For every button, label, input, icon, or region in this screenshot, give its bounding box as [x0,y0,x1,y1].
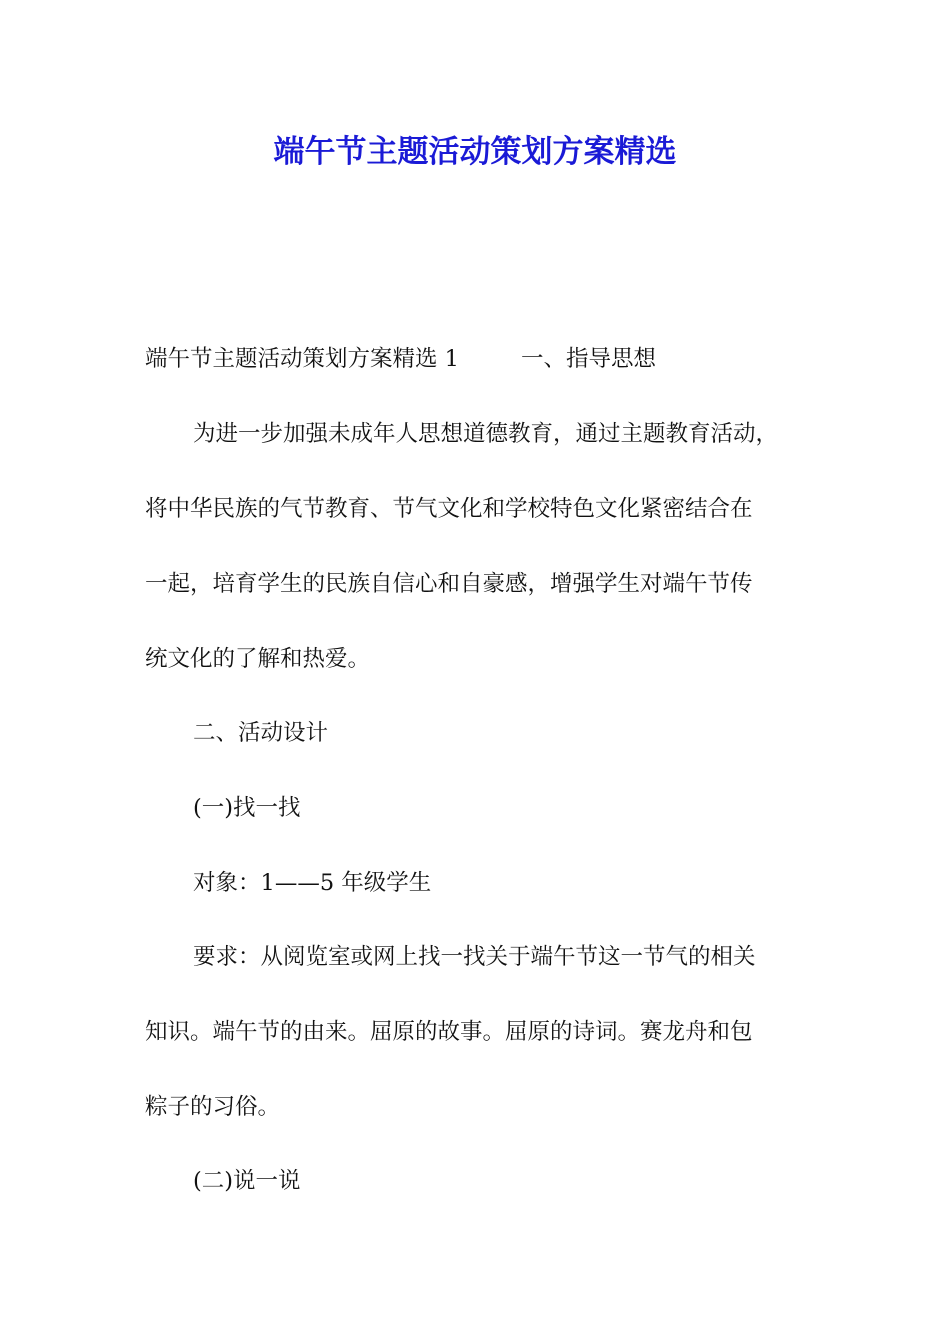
target-line: 对象：1——5 年级学生 [193,870,432,896]
heading-line [145,344,656,374]
section-heading: 二、活动设计 [193,720,329,746]
paragraph-line: 知识。端午节的由来。屈原的故事。屈原的诗词。赛龙舟和包 [145,1019,753,1045]
paragraph-line: 将中华民族的气节教育、节气文化和学校特色文化紧密结合在 [145,496,753,522]
subsection-heading: (一)找一找 [193,795,301,821]
heading-part-2: 一、指导思想 [520,346,656,372]
paragraph-line: 统文化的了解和热爱。 [145,646,371,672]
subsection-heading: (二)说一说 [193,1168,301,1194]
paragraph-line: 要求：从阅览室或网上找一找关于端午节这一节气的相关 [193,944,756,970]
heading-part-1: 端午节主题活动策划方案精选 1 [145,346,459,372]
document-title: 端午节主题活动策划方案精选 [273,134,677,170]
paragraph-line: 为进一步加强未成年人思想道德教育，通过主题教育活动， [193,421,779,447]
paragraph-line: 粽子的习俗。 [145,1094,281,1120]
paragraph-line: 一起，培育学生的民族自信心和自豪感，增强学生对端午节传 [145,571,753,597]
